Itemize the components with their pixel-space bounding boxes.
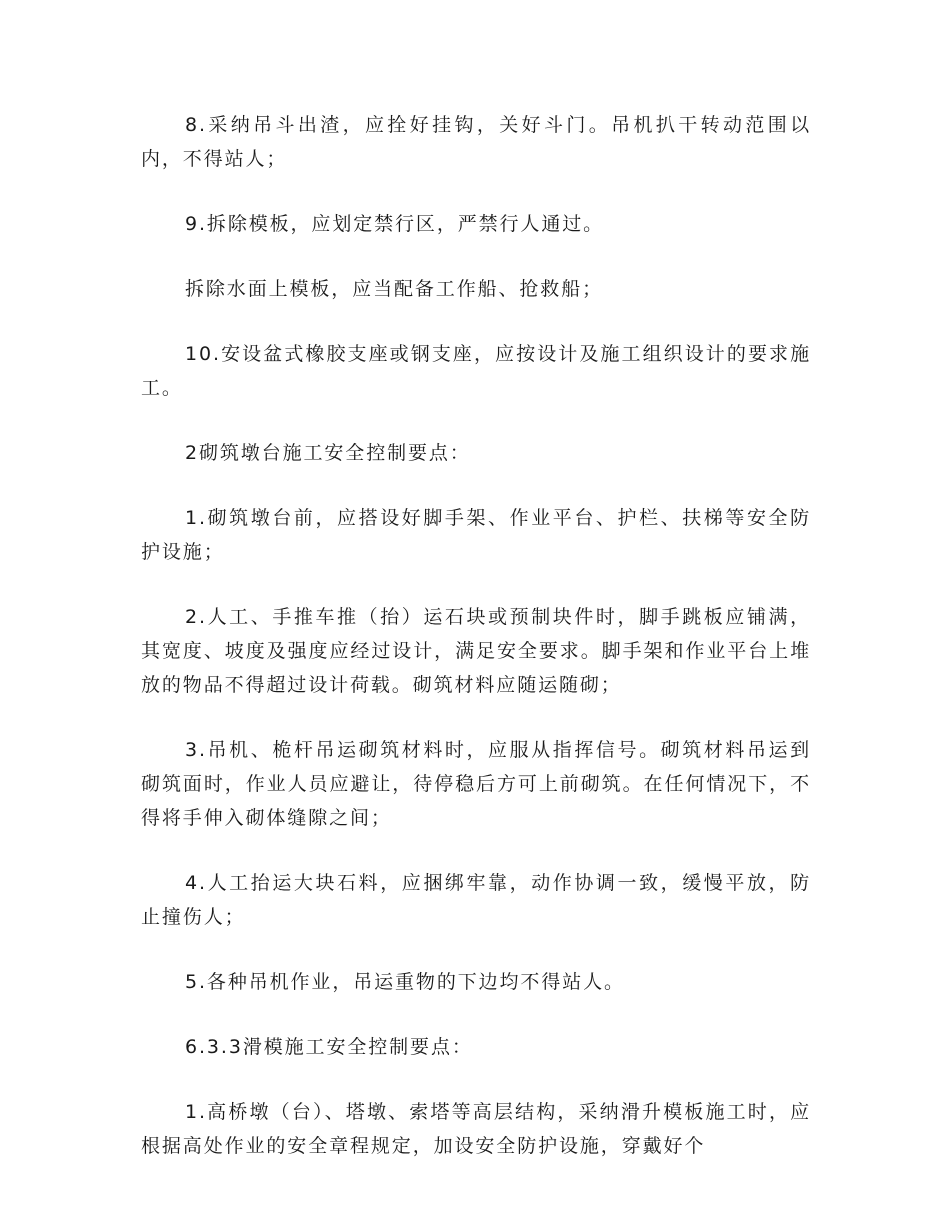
paragraph-slipform-1: 1.高桥墩（台）、塔墩、索塔等高层结构，采纳滑升模板施工时，应根据高处作业的安全章程规定，加设安全防护设施，穿戴好个 — [141, 1101, 811, 1157]
paragraph-9-remove-formwork: 9.拆除模板，应划定禁行区，严禁行人通过。 — [185, 213, 605, 235]
paragraph-10-bearing: 10.安设盆式橡胶支座或钢支座，应按设计及施工组织设计的要求施工。 — [141, 343, 811, 399]
paragraph-masonry-3: 3.吊机、桅杆吊运砌筑材料时，应服从指挥信号。砌筑材料吊运到砌筑面时，作业人员应避让，待停稳后方可上前砌筑。在任何情况下，不得将手伸入砌体缝隙之间； — [141, 739, 811, 829]
paragraph-masonry-1: 1.砌筑墩台前，应搭设好脚手架、作业平台、护栏、扶梯等安全防护设施； — [141, 507, 811, 563]
paragraph-8-bucket-slag: 8.采纳吊斗出渣，应拴好挂钩，关好斗门。吊机扒干转动范围以内，不得站人； — [141, 114, 811, 170]
paragraph-masonry-4: 4.人工抬运大块石料，应捆绑牢靠，动作协调一致，缓慢平放，防止撞伤人； — [141, 872, 811, 928]
paragraph-masonry-2: 2.人工、手推车推（抬）运石块或预制块件时，脚手跳板应铺满，其宽度、坡度及强度应经过设计，满足安全要求。脚手架和作业平台上堆放的物品不得超过设计荷载。砌筑材料应随运随砌； — [141, 606, 811, 696]
paragraph-water-formwork: 拆除水面上模板，应当配备工作船、抢救船； — [185, 278, 604, 300]
section-heading-slipform: 6.3.3滑模施工安全控制要点： — [185, 1036, 473, 1058]
document-body — [141, 108, 811, 1163]
section-heading-masonry: 2砌筑墩台施工安全控制要点： — [185, 442, 471, 464]
paragraph-masonry-5: 5.各种吊机作业，吊运重物的下边均不得站人。 — [185, 971, 625, 993]
